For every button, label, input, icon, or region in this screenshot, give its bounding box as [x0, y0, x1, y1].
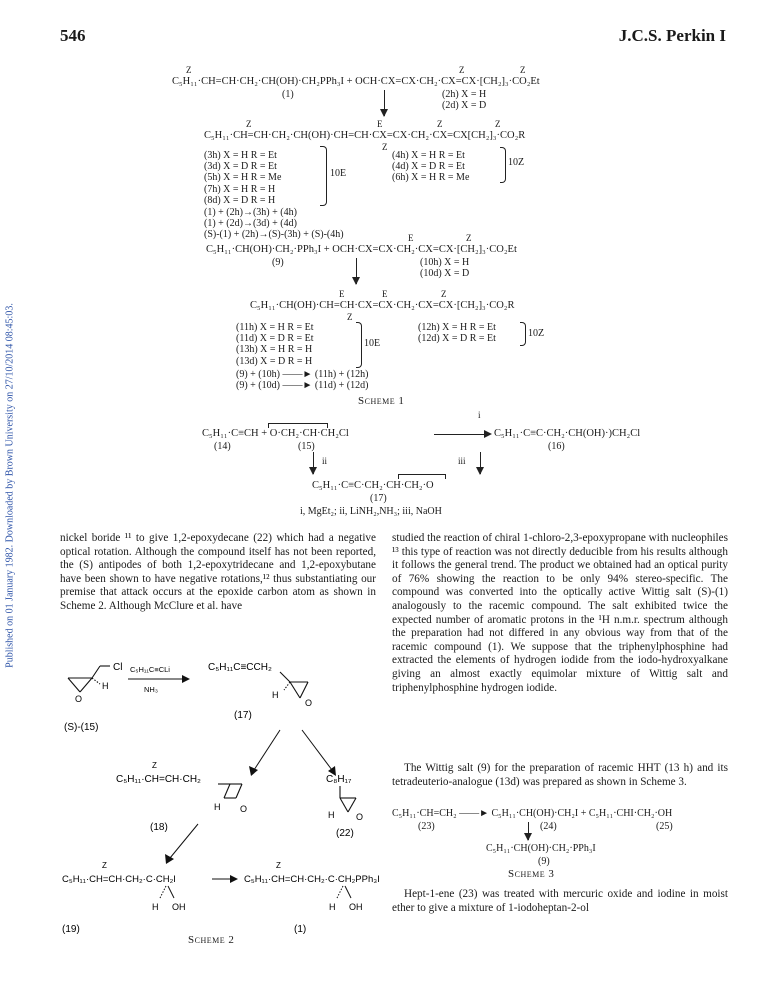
label-23: (23) — [418, 821, 435, 832]
formula-18: C₅H₁₁·CH=CH·CH₂ — [116, 774, 201, 785]
label-15: (15) — [298, 441, 315, 452]
arrow-to-18 — [254, 730, 280, 770]
stereo-z-3: Z — [520, 65, 526, 75]
formula-22: C₈H₁₇ — [326, 774, 352, 785]
arrow-to-19 — [170, 824, 198, 858]
oh-group-1: OH — [349, 902, 363, 912]
formula-17: C₅H₁₁C≡CCH₂ — [208, 662, 272, 673]
label-14: (14) — [214, 441, 231, 452]
scheme1-reactants-1: C₅H₁₁·CH=CH·CH₂·CH(OH)·CH₂PPh₃I + OCH·CX=CX·CH₂·CX=CX·[CH₂]₃·CO₂Et — [172, 76, 540, 87]
scheme1b-product: C₅H₁₁·C≡C·CH₂·CH(OH)·)CH₂Cl — [494, 428, 641, 439]
page-number: 546 — [60, 26, 86, 45]
tag-10z: 10Z — [508, 157, 525, 168]
label-16: (16) — [548, 441, 565, 452]
h-atom-19: H — [152, 902, 159, 912]
bracket-2-10e — [356, 322, 362, 368]
download-notice: Published on 01 January 1982. Downloaded by Brown University on 27/10/2014 08:45:03. — [4, 303, 16, 668]
arrow-i-line — [434, 434, 484, 435]
journal-name: J.C.S. Perkin I — [618, 26, 726, 45]
step-ii: ii — [322, 456, 328, 466]
arrow-ii — [313, 452, 314, 474]
right-column-text-1: studied the reaction of chiral 1-chloro-2,3-epoxypropane with nucleophiles ¹³ this type of reaction was not directly deducible from his results although it follows the general trend. The product we obtained had an optical purity of 76% showing the reaction to be only 94% stereo-specific. The compound was converted into the optically active Wittig salt (S)-(1) analogously to the racemic compound. The salt exhibited twice the expected number of aromatic protons in the ¹H n.m.r. spectrum although the preparation had not differed in any obvious way from that of the racemic compound (1). We suppose that the triphenylphosphine had extracted the elements of hydrogen iodide from the iodo-hydroxyalkane giving an almost exactly equimolar mixture of Wittig salt and triphenylphosphine hydrogen iodide. — [392, 532, 728, 694]
arrow-to-22 — [302, 730, 332, 770]
epoxide-22 — [340, 786, 356, 812]
stereo-e-3: E — [339, 289, 345, 299]
o-atom-18: O — [240, 804, 248, 814]
epoxide-18 — [218, 784, 242, 798]
h-atom-15: H — [102, 681, 109, 691]
product-list-10e: (3h) X = H R = Et (3d) X = D R = Et (5h) X = H R = Me (7h) X = H R = H (8d) X = D R = H — [204, 150, 282, 206]
oh-group-19: OH — [172, 902, 186, 912]
arrow-s2-1-head — [182, 675, 190, 683]
stereo-e-2: E — [408, 233, 414, 243]
scheme1-product-1: C₅H₁₁·CH=CH·CH₂·CH(OH)·CH=CH·CX=CX·CH₂·CX=CX[CH₂]₃·CO₂R — [204, 130, 526, 141]
scheme2-title: Scheme 2 — [188, 934, 235, 946]
scheme1b-bottom: C₅H₁₁·C≡C·CH₂·CH·CH₂·O — [312, 480, 434, 491]
product-list-2-10e: (11h) X = H R = Et (11d) X = D R = Et (13h) X = H R = H (13d) X = D R = H — [236, 322, 314, 367]
compound-label-1: (1) — [282, 89, 294, 100]
bracket-2-10z — [520, 322, 526, 346]
h-atom-17: H — [272, 690, 279, 700]
scheme3-product: C₅H₁₁·CH(OH)·CH₂·PPh₃I — [486, 843, 596, 854]
label-19: (19) — [62, 924, 80, 935]
bracket-10z — [500, 147, 506, 183]
stereo-z-2: Z — [459, 65, 465, 75]
stereo-e-4: E — [382, 289, 388, 299]
reaction-arrow-2 — [356, 258, 357, 284]
label-25: (25) — [656, 821, 673, 832]
product-list-10z: (4h) X = H R = Et (4d) X = D R = Et (6h) X = H R = Me — [392, 150, 470, 184]
scheme1-reactants-2: C₅H₁₁·CH(OH)·CH₂·PPh₃I + OCH·CX=CX·CH₂·CX=CX·[CH₂]₃·CO₂Et — [206, 244, 517, 255]
tag-2-10z: 10Z — [528, 328, 545, 339]
reagents-line: i, MgEt₂; ii, LiNH₂,NH₃; iii, NaOH — [300, 506, 442, 517]
label-18: (18) — [150, 822, 168, 833]
z-1: Z — [276, 861, 281, 870]
label-22: (22) — [336, 828, 354, 839]
stereo-z-10: Z — [347, 312, 353, 322]
compound-label-10h: (10h) X = H — [420, 257, 470, 268]
bracket-10e — [320, 146, 327, 206]
reaction-equations-2: (9) + (10h) ——► (11h) + (12h) (9) + (10d) ——► (11d) + (12d) — [236, 369, 369, 392]
formula-19: C₅H₁₁·CH=CH·CH₂·C·CH₂I — [62, 874, 176, 885]
label-17: (17) — [370, 493, 387, 504]
scheme1b-reactants: C₅H₁₁·C≡CH + O·CH₂·CH·CH₂Cl — [202, 428, 349, 439]
tag-2-10e: 10E — [364, 338, 381, 349]
scheme1-product-2: C₅H₁₁·CH(OH)·CH=CH·CX=CX·CH₂·CX=CX·[CH₂]₃·CO₂R — [250, 300, 515, 311]
cl-atom: Cl — [113, 662, 123, 673]
h-atom-22: H — [328, 810, 335, 820]
label-s15: (S)-(15) — [64, 722, 99, 733]
scheme1-title: Scheme 1 — [358, 395, 405, 407]
reaction-arrow-1 — [384, 90, 385, 116]
stereo-z-8: Z — [466, 233, 472, 243]
stereo-e-1: E — [377, 119, 383, 129]
reagent-alkynyllithium: C₅H₁₁C≡CLi — [130, 665, 170, 674]
reagent-ammonia: NH₃ — [144, 685, 158, 694]
right-column-text-3: Hept-1-ene (23) was treated with mercuric oxide and iodine in moist ether to give a mixture of 1-iodoheptan-2-ol — [392, 888, 728, 914]
stereo-bonds-19 — [160, 886, 174, 898]
left-column-text: nickel boride ¹¹ to give 1,2-epoxydecane (22) which had a negative optical rotation. Although the compound itself has not been reported, the (S) antipodes of both 1,2-epoxytridecane and 1,2-epoxybutane have been shown to have negative rotations,¹² thus substantiating our premise that attack occurs at the epoxide carbon atom as shown in Scheme 2. Although McClure et al. have — [60, 532, 376, 612]
arrow-iii — [480, 452, 481, 474]
reaction-equations-1: (1) + (2h)→(3h) + (4h) (1) + (2d)→(3d) + (4d) (S)-(1) + (2h)→(S)-(3h) + (S)-(4h) — [204, 207, 344, 241]
o-atom-22: O — [356, 812, 364, 822]
stereo-z-1: Z — [186, 65, 192, 75]
step-iii: iii — [458, 456, 466, 466]
label-17-s2: (17) — [234, 710, 252, 721]
product-list-2-10z: (12h) X = H R = Et (12d) X = D R = Et — [418, 322, 496, 345]
scheme3-line: C₅H₁₁·CH=CH₂ ——► C₅H₁₁·CH(OH)·CH₂I + C₅H₁₁·CHI·CH₂·OH — [392, 808, 673, 819]
arrow-s3 — [528, 822, 529, 840]
tag-10e: 10E — [330, 168, 347, 179]
formula-1: C₅H₁₁·CH=CH·CH₂·C·CH₂PPh₃I — [244, 874, 380, 885]
h-atom-18: H — [214, 802, 221, 812]
right-column-text-2: The Wittig salt (9) for the preparation of racemic HHT (13 h) and its tetradeuterio-analogue (13d) was prepared as shown in Scheme 3. — [392, 762, 728, 788]
z-19: Z — [102, 861, 107, 870]
compound-label-9: (9) — [272, 257, 284, 268]
epoxide-17 — [280, 672, 308, 698]
stereo-z-5: Z — [437, 119, 443, 129]
label-9-s3: (9) — [538, 856, 550, 867]
z-18: Z — [152, 761, 157, 770]
o-atom-17: O — [305, 698, 313, 708]
ring-bond-17 — [398, 474, 446, 479]
arrow-i-head — [484, 430, 492, 438]
stereo-z-6: Z — [495, 119, 501, 129]
compound-label-2d: (2d) X = D — [442, 100, 487, 111]
compound-label-10d: (10d) X = D — [420, 268, 470, 279]
scheme3-title: Scheme 3 — [508, 868, 555, 880]
h-atom-1: H — [329, 902, 336, 912]
stereo-bonds-1 — [337, 886, 351, 898]
stereo-z-4: Z — [246, 119, 252, 129]
label-24: (24) — [540, 821, 557, 832]
step-i: i — [478, 410, 481, 420]
o-atom-15: O — [75, 694, 83, 704]
compound-label-2h: (2h) X = H — [442, 89, 487, 100]
scheme2-diagram — [58, 648, 384, 938]
label-1: (1) — [294, 924, 307, 935]
stereo-z-9: Z — [441, 289, 447, 299]
stereo-z-7: Z — [382, 142, 388, 152]
